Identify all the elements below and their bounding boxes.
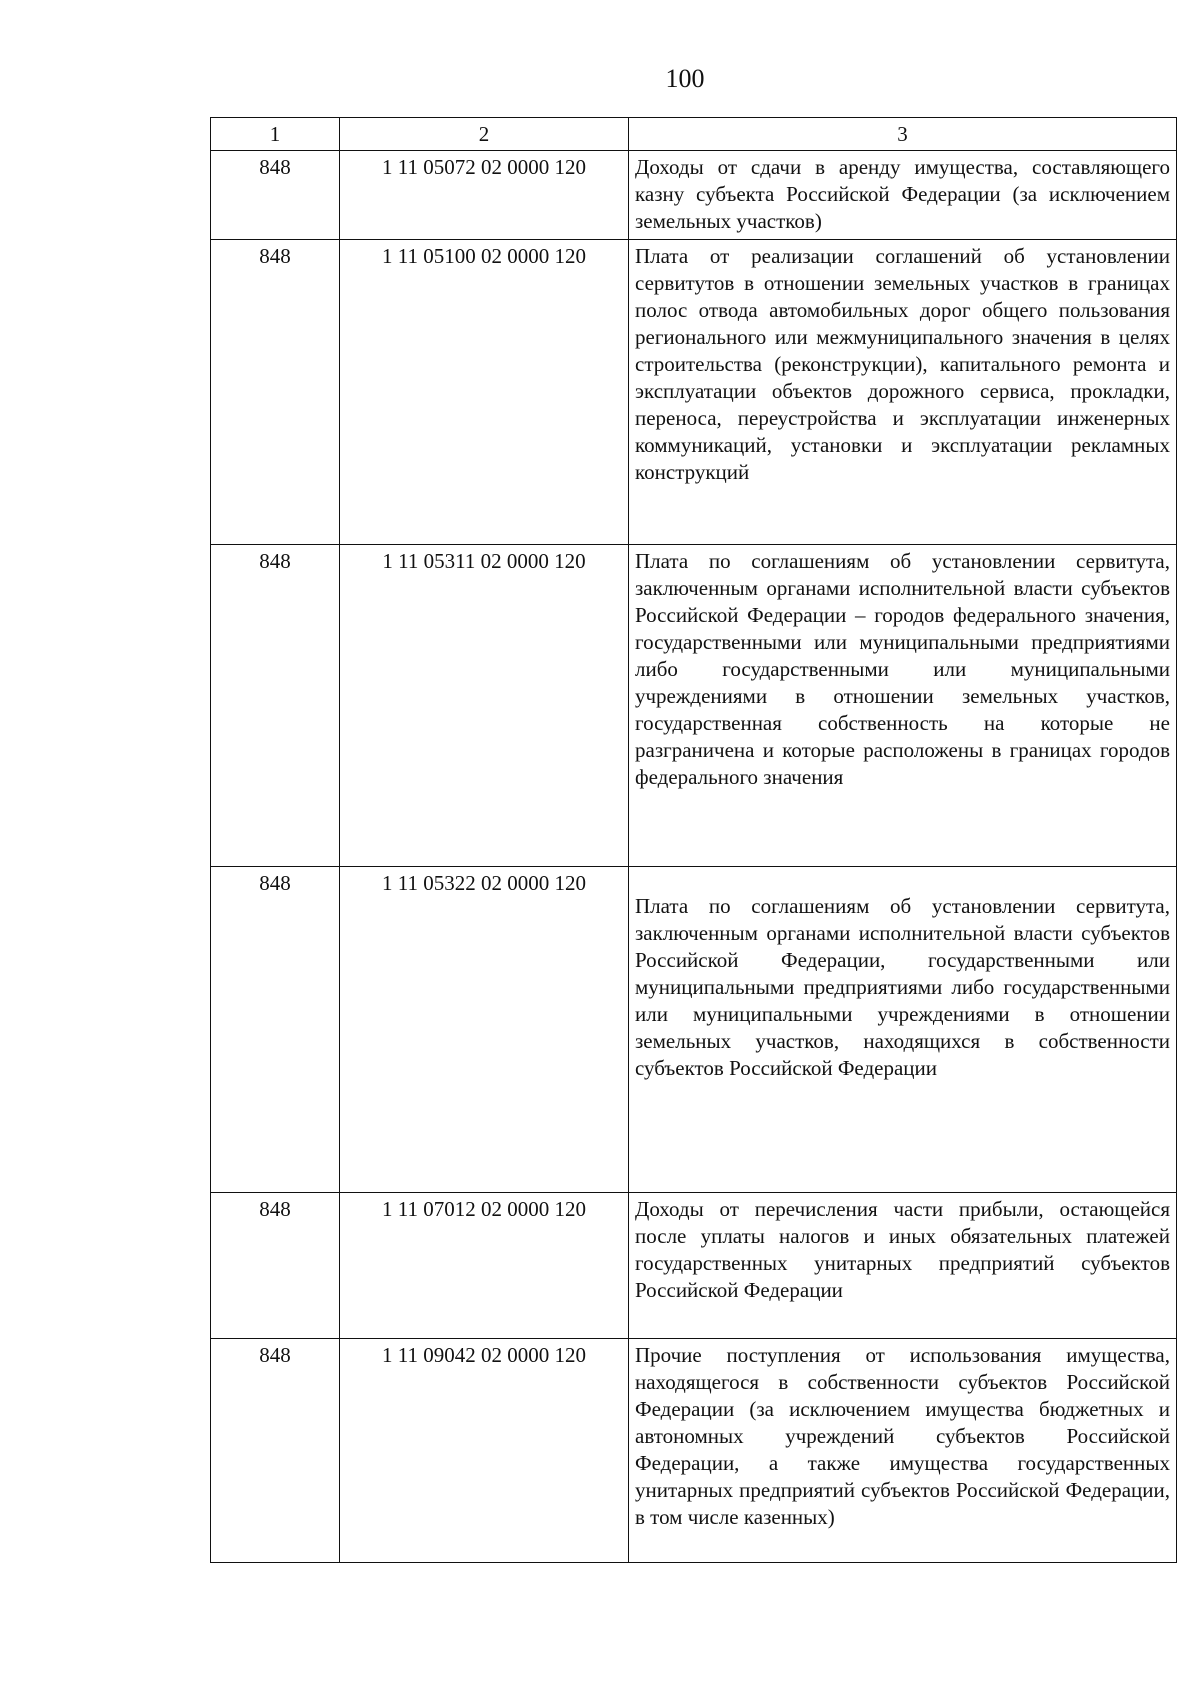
table-row [211, 151, 1177, 240]
revenue-name-cell [629, 1339, 1177, 1563]
budget-code-cell: 1 11 05322 02 0000 120 [340, 867, 629, 1193]
revenue-name-text: Плата по соглашениям об установлении сервитута, заключенным органами исполнительной власти субъектов Российской Федерации – городов федерального значения, государственными или муниципальными предприятиями либо государственными или муниципальными учреждениями в отношении земельных участков, государственная собственность на которые не разграничена и которые расположены в границах городов федерального значения [635, 549, 1170, 789]
budget-code-cell: 1 11 05072 02 0000 120 [340, 151, 629, 240]
admin-code-cell: 848 [211, 240, 340, 545]
revenue-name-text: Доходы от перечисления части прибыли, остающейся после уплаты налогов и иных обязательных платежей государственных унитарных предприятий субъектов Российской Федерации [635, 1197, 1170, 1302]
revenue-name-text: Плата по соглашениям об установлении сервитута, заключенным органами исполнительной власти субъектов Российской Федерации, государственными или муниципальными предприятиями либо государственными или муниципальными учреждениями в отношении земельных участков, находящихся в собственности субъектов Российской Федерации [635, 894, 1170, 1080]
table-row [211, 240, 1177, 545]
table-row [211, 1339, 1177, 1563]
header-col-3: 3 [629, 118, 1177, 151]
revenue-name-cell [629, 1193, 1177, 1339]
revenue-name-cell [629, 867, 1177, 1193]
revenue-name-text: Прочие поступления от использования имущества, находящегося в собственности субъектов Российской Федерации (за исключением имущества бюджетных и автономных учреждений субъектов Российской Федерации, а также имущества государственных унитарных предприятий субъектов Российской Федерации, в том числе казенных) [635, 1343, 1170, 1529]
revenue-name-text: Плата от реализации соглашений об установлении сервитутов в отношении земельных участков в границах полос отвода автомобильных дорог общего пользования регионального или межмуниципального значения в целях строительства (реконструкции), капитального ремонта и эксплуатации объектов дорожного сервиса, прокладки, переноса, переустройства и эксплуатации инженерных коммуникаций, установки и эксплуатации рекламных конструкций [635, 244, 1170, 484]
header-col-1: 1 [211, 118, 340, 151]
budget-code-cell: 1 11 05100 02 0000 120 [340, 240, 629, 545]
table-header-row [211, 118, 1177, 151]
revenue-name-cell [629, 545, 1177, 867]
budget-code-cell: 1 11 07012 02 0000 120 [340, 1193, 629, 1339]
page-number: 100 [665, 64, 705, 93]
admin-code-cell: 848 [211, 151, 340, 240]
admin-code-cell: 848 [211, 1193, 340, 1339]
table-row [211, 867, 1177, 1193]
revenue-name-cell [629, 151, 1177, 240]
admin-code-cell: 848 [211, 1339, 340, 1563]
admin-code-cell: 848 [211, 867, 340, 1193]
revenue-name-text: Доходы от сдачи в аренду имущества, составляющего казну субъекта Российской Федерации (за исключением земельных участков) [635, 155, 1170, 233]
budget-code-cell: 1 11 09042 02 0000 120 [340, 1339, 629, 1563]
header-col-2: 2 [340, 118, 629, 151]
budget-code-cell: 1 11 05311 02 0000 120 [340, 545, 629, 867]
table-row [211, 545, 1177, 867]
admin-code-cell: 848 [211, 545, 340, 867]
table-row [211, 1193, 1177, 1339]
budget-classification-table [210, 117, 1177, 1563]
revenue-name-cell [629, 240, 1177, 545]
